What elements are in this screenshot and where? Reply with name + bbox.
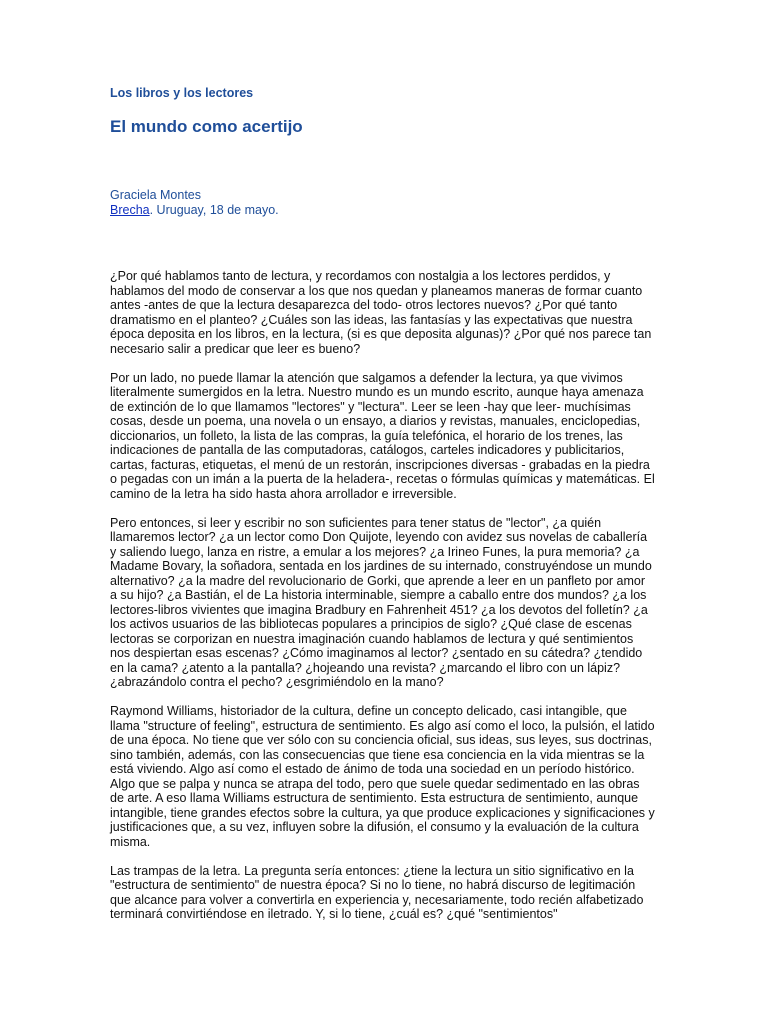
author-name: Graciela Montes: [110, 188, 202, 202]
section-label: Los libros y los lectores: [110, 86, 254, 100]
paragraph: Las trampas de la letra. La pregunta sería entonces: ¿tiene la lectura un sitio significativo en la "estructura de sentimiento" de nuestra época? Si no lo tiene, no habrá discurso de legitimación que alcance para volver a convertirla en experiencia y, necesariamente, todo recién alfabetizado terminará convirtiéndose en iletrado. Y, si lo tiene, ¿cuál es? ¿qué "sentimientos": [110, 863, 644, 921]
paragraph: ¿Por qué hablamos tanto de lectura, y recordamos con nostalgia a los lectores perdidos, y hablamos del modo de conservar a los que nos quedan y planeamos maneras de formar cuanto antes -antes de que la lectura desaparezca del todo- otros lectores nuevos? ¿Por qué tanto dramatismo en el planteo? ¿Cuáles son las ideas, las fantasías y las expectativas que nuestra época deposita en los libros, en la lectura, (si es que deposita algunas)? ¿Por qué nos parece tan necesario salir a predicar que leer es bueno?: [110, 269, 652, 356]
source-details: . Uruguay, 18 de mayo.: [149, 203, 279, 217]
paragraph: Raymond Williams, historiador de la cultura, define un concepto delicado, casi intangible, que llama "structure of feeling", estructura de sentimiento. Es algo así como el loco, la pulsión, el latido de una época. No tiene que ver sólo con su conciencia oficial, sus ideas, sus leyes, sus doctrinas, sino también, además, con las consecuencias que tiene esa conciencia en la vida mientras se la está viviendo. Algo así como el estado de ánimo de toda una sociedad en un período histórico. Algo que se palpa y nunca se atrapa del todo, pero que suele quedar sedimentado en las obras de arte. A eso llama Williams estructura de sentimiento. Esta estructura de sentimiento, aunque intangible, tiene grandes efectos sobre la cultura, ya que produce explicaciones y significaciones y justificaciones que, a su vez, influyen sobre la difusión, el consumo y la evaluación de la cultura misma.: [110, 704, 655, 849]
source-line: [110, 203, 279, 217]
source-link[interactable]: Brecha: [110, 203, 150, 217]
byline: [110, 188, 279, 218]
paragraph: Pero entonces, si leer y escribir no son suficientes para tener status de "lector", ¿a quién llamaremos lector? ¿a un lector como Don Quijote, leyendo con avidez sus novelas de caballería y saliendo luego, lanza en ristre, a emular a los mejores? ¿a Irineo Funes, la pura memoria? ¿a Madame Bovary, la soñadora, sentada en los jardines de su internado, construyéndose un mundo alternativo? ¿a la madre del revolucionario de Gorki, que aprende a leer en un panfleto por amor a su hijo? ¿a Bastián, el de La historia interminable, siempre a caballo entre dos mundos? ¿a los lectores-libros vivientes que imagina Bradbury en Fahrenheit 451? ¿a los devotos del folletín? ¿a los activos usuarios de las bibliotecas populares a principios de siglo? ¿Qué clase de escenas lectoras se corporizan en nuestra imaginación cuando hablamos de lectura y qué sentimientos nos despiertan esas escenas? ¿Cómo imaginamos al lector? ¿sentado en su cátedra? ¿tendido en la cama? ¿atento a la pantalla? ¿hojeando una revista? ¿marcando el libro con un lápiz? ¿abrazándolo contra el pecho? ¿esgrimiéndolo en la mano?: [110, 515, 652, 689]
paragraph: Por un lado, no puede llamar la atención que salgamos a defender la lectura, ya que vivimos literalmente sumergidos en la letra. Nuestro mundo es un mundo escrito, aunque haya amenaza de extinción de lo que llamamos "lectores" y "lectura". Leer se leen -hay que leer- muchísimas cosas, desde un poema, una novela o un ensayo, a diarios y revistas, manuales, enciclopedias, diccionarios, un folleto, la lista de las compras, la guía telefónica, el horario de los trenes, las indicaciones de pantalla de las computadoras, catálogos, carteles indicadores y publicitarios, cartas, facturas, etiquetas, el menú de un restorán, inscripciones diversas - grabadas en la piedra o pegadas con un imán a la puerta de la heladera-, recetas o fórmulas químicas y matemáticas. El camino de la letra ha sido hasta ahora arrollador e irreversible.: [110, 370, 655, 501]
article-title: El mundo como acertijo: [110, 117, 303, 136]
article-body: [110, 269, 655, 922]
